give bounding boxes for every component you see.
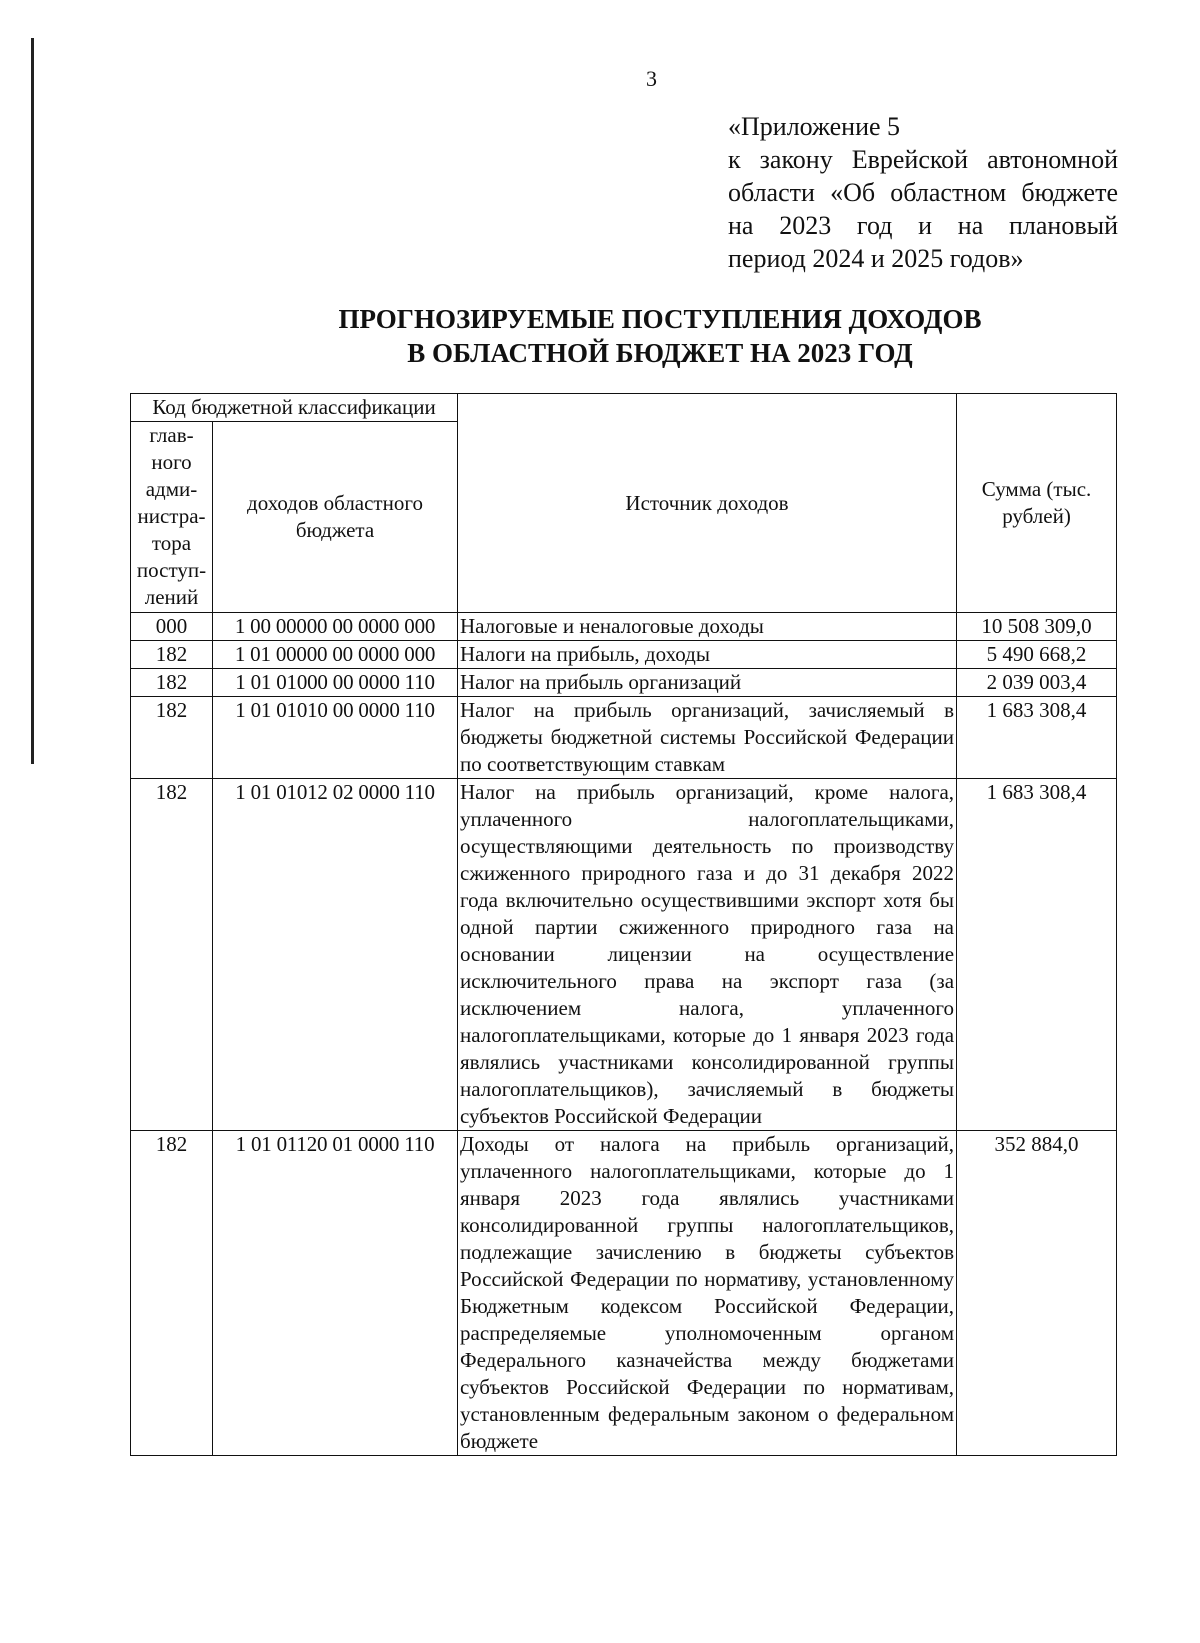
cell-income-code: 1 00 00000 00 0000 000 (213, 613, 458, 641)
table-row (131, 669, 1117, 697)
appendix-line: области «Об областном бюджете (728, 178, 1118, 207)
header-chief-administrator: глав- ного адми- нистра- тора поступ- лений (131, 422, 213, 613)
cell-admin-code: 182 (131, 697, 213, 779)
cell-income-source: Налог на прибыль организаций, кроме налога, уплаченного налогоплательщиками, осуществляющими деятельность по производству сжиженного природного газа и до 31 декабря 2022 года включительно осуществившими экспорт хотя бы одной партии сжиженного природного газа на основании лицензии на осуществление исключительного права на экспорт газа (за исключением налога, уплаченного налогоплательщиками, которые до 1 января 2023 года являлись участниками консолидированной группы налогоплательщиков), зачисляемый в бюджеты субъектов Российской Федерации (458, 779, 957, 1131)
table-header-row (131, 394, 1117, 422)
header-income-source: Источник доходов (458, 394, 957, 613)
table-row (131, 641, 1117, 669)
cell-income-source: Налог на прибыль организаций, зачисляемый в бюджеты бюджетной системы Российской Федерации по соответствующим ставкам (458, 697, 957, 779)
appendix-line: на 2023 год и на плановый (728, 211, 1118, 240)
cell-income-code: 1 01 01000 00 0000 110 (213, 669, 458, 697)
cell-sum: 2 039 003,4 (957, 669, 1117, 697)
appendix-line: период 2024 и 2025 годов» (728, 244, 1024, 273)
header-budget-classification: Код бюджетной классификации (131, 394, 458, 422)
cell-admin-code: 182 (131, 779, 213, 1131)
cell-admin-code: 182 (131, 1131, 213, 1456)
cell-admin-code: 182 (131, 641, 213, 669)
cell-income-source: Доходы от налога на прибыль организаций, уплаченного налогоплательщиками, которые до 1 января 2023 года являлись участниками консолидированной группы налогоплательщиков, подлежащие зачислению в бюджеты субъектов Российской Федерации по нормативу, установленному Бюджетным кодексом Российской Федерации, распределяемые уполномоченным органом Федерального казначейства между бюджетами субъектов Российской Федерации по нормативам, установленным федеральным законом о федеральном бюджете (458, 1131, 957, 1456)
cell-income-source: Налоги на прибыль, доходы (458, 641, 957, 669)
page-number: 3 (646, 66, 657, 91)
cell-sum: 1 683 308,4 (957, 697, 1117, 779)
cell-sum: 352 884,0 (957, 1131, 1117, 1456)
cell-income-source: Налоговые и неналоговые доходы (458, 613, 957, 641)
title-line: В ОБЛАСТНОЙ БЮДЖЕТ НА 2023 ГОД (407, 338, 913, 368)
appendix-line: к закону Еврейской автономной (728, 145, 1118, 174)
cell-income-code: 1 01 01010 00 0000 110 (213, 697, 458, 779)
revenue-table (130, 393, 1117, 1456)
scan-edge-mark (31, 38, 34, 764)
cell-income-code: 1 01 01120 01 0000 110 (213, 1131, 458, 1456)
cell-admin-code: 000 (131, 613, 213, 641)
table-row (131, 613, 1117, 641)
table-row (131, 779, 1117, 1131)
table-row (131, 1131, 1117, 1456)
header-sum: Сумма (тыс. рублей) (957, 394, 1117, 613)
appendix-line: «Приложение 5 (728, 112, 901, 141)
document-title (140, 302, 1180, 370)
cell-sum: 5 490 668,2 (957, 641, 1117, 669)
cell-admin-code: 182 (131, 669, 213, 697)
cell-sum: 10 508 309,0 (957, 613, 1117, 641)
cell-income-code: 1 01 01012 02 0000 110 (213, 779, 458, 1131)
appendix-reference (728, 110, 1118, 275)
cell-income-source: Налог на прибыль организаций (458, 669, 957, 697)
cell-income-code: 1 01 00000 00 0000 000 (213, 641, 458, 669)
header-regional-income-code: доходов областного бюджета (213, 422, 458, 613)
table-row (131, 697, 1117, 779)
cell-sum: 1 683 308,4 (957, 779, 1117, 1131)
title-line: ПРОГНОЗИРУЕМЫЕ ПОСТУПЛЕНИЯ ДОХОДОВ (338, 304, 982, 334)
